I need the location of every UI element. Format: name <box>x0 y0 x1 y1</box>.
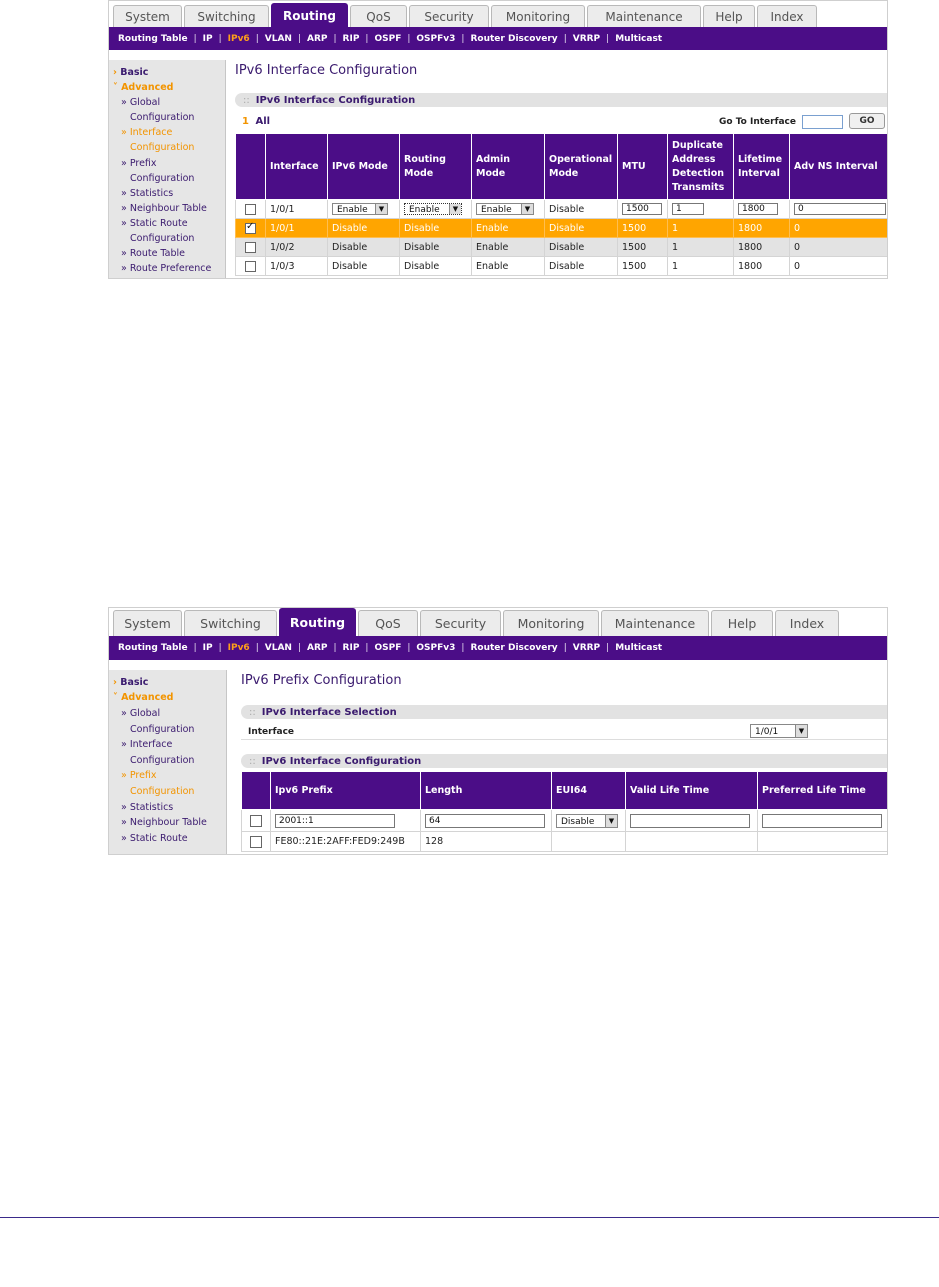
pagination <box>242 116 270 127</box>
sidebar-item-global[interactable]: » Global <box>121 708 161 719</box>
sidebar-advanced[interactable]: ˅ Advanced <box>113 82 174 93</box>
sidebar-item-interface[interactable]: » Interface <box>121 127 173 138</box>
col-ipv6-mode: IPv6 Mode <box>328 134 400 200</box>
sidebar-item-statistics[interactable]: » Statistics <box>121 802 174 813</box>
edit-operational: Disable <box>545 200 618 219</box>
cell-admin-mode: Enable <box>472 238 545 257</box>
subnav-vlan[interactable]: VLAN <box>264 643 292 653</box>
col-dad-transmits: Duplicate Address Detection Transmits <box>668 134 734 200</box>
cell-routing-mode: Disable <box>400 219 472 238</box>
edit-row-checkbox[interactable] <box>250 815 262 827</box>
subnav-router-discovery[interactable]: Router Discovery <box>470 643 558 653</box>
chevron-right-icon: › <box>113 677 117 688</box>
cell-preferred <box>758 832 889 852</box>
main-tabs <box>109 608 887 636</box>
sidebar-item-global[interactable]: » Global <box>121 97 161 108</box>
interface-table <box>235 133 888 276</box>
subnav-ipv6[interactable]: IPv6 <box>227 643 250 653</box>
footer-rule <box>0 1217 939 1218</box>
row-checkbox[interactable] <box>245 261 256 272</box>
adv-ns-input[interactable]: 0 <box>794 203 886 215</box>
cell-operational: Disable <box>545 219 618 238</box>
subnav-ip[interactable]: IP <box>202 643 213 653</box>
col-ipv6-prefix: Ipv6 Prefix <box>271 772 421 810</box>
tab-monitoring[interactable]: Monitoring <box>491 5 585 27</box>
page-number[interactable]: 1 <box>242 116 249 127</box>
table-row[interactable] <box>236 219 889 238</box>
tab-qos[interactable]: QoS <box>358 610 418 636</box>
tab-maintenance[interactable]: Maintenance <box>601 610 709 636</box>
edit-row-checkbox[interactable] <box>245 204 256 215</box>
row-checkbox[interactable] <box>245 223 256 234</box>
subnav-multicast[interactable]: Multicast <box>615 643 663 653</box>
cell-adv-ns: 0 <box>790 219 889 238</box>
subnav-vrrp[interactable]: VRRP <box>572 33 601 44</box>
dropdown-arrow-icon: ▼ <box>375 204 387 214</box>
cell-adv-ns: 0 <box>790 257 889 276</box>
eui64-select[interactable]: Disable ▼ <box>556 814 618 828</box>
page-title: IPv6 Prefix Configuration <box>241 673 402 688</box>
subnav-ospfv3[interactable]: OSPFv3 <box>416 33 456 44</box>
tab-index[interactable]: Index <box>757 5 817 27</box>
cell-length: 128 <box>421 832 552 852</box>
prefix-table <box>241 771 888 852</box>
sidebar-item-interface[interactable]: » Interface <box>121 739 173 750</box>
table-row[interactable] <box>236 238 889 257</box>
sidebar-item-interface-cont[interactable]: Configuration <box>130 142 195 153</box>
sidebar-item-global-cont[interactable]: Configuration <box>130 112 195 123</box>
subnav-rip[interactable]: RIP <box>342 33 360 44</box>
chevron-down-icon: ˅ <box>113 692 118 703</box>
sidebar <box>109 60 226 278</box>
select-header <box>242 772 271 810</box>
dropdown-arrow-icon: ▼ <box>605 815 617 827</box>
tab-index[interactable]: Index <box>775 610 839 636</box>
cell-mtu: 1500 <box>618 257 668 276</box>
cell-operational: Disable <box>545 257 618 276</box>
cell-mtu: 1500 <box>618 219 668 238</box>
sidebar-basic[interactable]: › Basic <box>113 677 149 688</box>
length-input[interactable]: 64 <box>425 814 545 828</box>
table-row[interactable] <box>236 257 889 276</box>
tab-maintenance[interactable]: Maintenance <box>587 5 701 27</box>
subnav-routing-table[interactable]: Routing Table <box>118 643 188 653</box>
routing-mode-select[interactable]: Enable ▼ <box>404 203 462 215</box>
tab-qos[interactable]: QoS <box>350 5 407 27</box>
col-valid-life-time: Valid Life Time <box>626 772 758 810</box>
sidebar <box>109 670 227 854</box>
chevron-right-icon: › <box>113 67 117 78</box>
table-header <box>236 134 889 200</box>
cell-valid <box>626 832 758 852</box>
cell-lifetime: 1800 <box>734 238 790 257</box>
subnav-vlan[interactable]: VLAN <box>264 33 292 44</box>
col-routing-mode: Routing Mode <box>400 134 472 200</box>
screenshot-ipv6-prefix-configuration <box>108 607 888 855</box>
sidebar-item-neighbour-table[interactable]: » Neighbour Table <box>121 817 207 828</box>
lifetime-input[interactable]: 1800 <box>738 203 778 215</box>
table-row[interactable] <box>242 832 889 852</box>
dropdown-arrow-icon: ▼ <box>449 204 461 214</box>
col-lifetime-interval: Lifetime Interval <box>734 134 790 200</box>
cell-interface: 1/0/3 <box>266 257 328 276</box>
edit-interface: 1/0/1 <box>266 200 328 219</box>
preferred-life-input[interactable] <box>762 814 882 828</box>
tab-system[interactable]: System <box>113 610 182 636</box>
mtu-input[interactable]: 1500 <box>622 203 662 215</box>
dad-input[interactable]: 1 <box>672 203 704 215</box>
cell-dad: 1 <box>668 257 734 276</box>
subnav-ospf[interactable]: OSPF <box>374 643 402 653</box>
page-title: IPv6 Interface Configuration <box>235 63 418 78</box>
cell-operational: Disable <box>545 238 618 257</box>
cell-lifetime: 1800 <box>734 219 790 238</box>
cell-eui64 <box>552 832 626 852</box>
subnav-ospfv3[interactable]: OSPFv3 <box>416 643 456 653</box>
tab-switching[interactable]: Switching <box>184 5 269 27</box>
subnav-arp[interactable]: ARP <box>307 33 328 44</box>
ipv6-mode-select[interactable]: Enable ▼ <box>332 203 388 215</box>
sidebar-item-static-route[interactable]: » Static Route <box>121 833 188 844</box>
cell-prefix: FE80::21E:2AFF:FED9:249B <box>271 832 421 852</box>
subnav-ip[interactable]: IP <box>202 33 213 44</box>
goto-interface-input[interactable] <box>802 115 843 129</box>
sidebar-basic[interactable]: › Basic <box>113 67 149 78</box>
col-admin-mode: Admin Mode <box>472 134 545 200</box>
sidebar-item-route-preference[interactable]: » Route Preference <box>121 263 212 274</box>
cell-interface: 1/0/1 <box>266 219 328 238</box>
sidebar-item-route-table[interactable]: » Route Table <box>121 248 185 259</box>
cell-admin-mode: Enable <box>472 257 545 276</box>
cell-admin-mode: Enable <box>472 219 545 238</box>
sidebar-item-neighbour-table[interactable]: » Neighbour Table <box>121 203 207 214</box>
sidebar-advanced[interactable]: ˅ Advanced <box>113 692 174 703</box>
interface-label: Interface <box>248 727 295 737</box>
prefix-input[interactable]: 2001::1 <box>275 814 395 828</box>
tab-routing[interactable]: Routing <box>279 608 356 636</box>
col-mtu: MTU <box>618 134 668 200</box>
cell-dad: 1 <box>668 219 734 238</box>
sidebar-item-static-route-cont[interactable]: Configuration <box>130 233 195 244</box>
subnav-rip[interactable]: RIP <box>342 643 360 653</box>
section-header: :: IPv6 Interface Configuration <box>235 93 887 107</box>
col-preferred-life-time: Preferred Life Time <box>758 772 889 810</box>
select-header <box>236 134 266 200</box>
tab-system[interactable]: System <box>113 5 182 27</box>
tab-switching[interactable]: Switching <box>184 610 277 636</box>
sub-navigation: Routing Table | IP | IPv6 | VLAN | ARP | RIP | OSPF | OSPFv3 | Router Discovery | VRRP | Multicast <box>109 27 887 50</box>
tab-help[interactable]: Help <box>703 5 755 27</box>
edit-row <box>242 810 889 832</box>
cell-routing-mode: Disable <box>400 257 472 276</box>
tab-help[interactable]: Help <box>711 610 773 636</box>
subnav-arp[interactable]: ARP <box>307 643 328 653</box>
subnav-router-discovery[interactable]: Router Discovery <box>470 33 558 44</box>
go-button[interactable]: GO <box>849 113 885 129</box>
subnav-ospf[interactable]: OSPF <box>374 33 402 44</box>
subnav-routing-table[interactable]: Routing Table <box>118 33 188 44</box>
sidebar-item-prefix-cont[interactable]: Configuration <box>130 786 195 797</box>
col-eui64: EUI64 <box>552 772 626 810</box>
cell-ipv6-mode: Disable <box>328 238 400 257</box>
sidebar-item-statistics[interactable]: » Statistics <box>121 188 174 199</box>
tab-security[interactable]: Security <box>409 5 489 27</box>
table-header <box>242 772 889 810</box>
sub-navigation: Routing Table | IP | IPv6 | VLAN | ARP | RIP | OSPF | OSPFv3 | Router Discovery | VRRP | Multicast <box>109 636 887 660</box>
tab-security[interactable]: Security <box>420 610 501 636</box>
chevron-down-icon: ˅ <box>113 82 118 93</box>
cell-ipv6-mode: Disable <box>328 257 400 276</box>
col-adv-ns-interval: Adv NS Interval <box>790 134 889 200</box>
subnav-ipv6[interactable]: IPv6 <box>227 33 250 44</box>
cell-lifetime: 1800 <box>734 257 790 276</box>
dropdown-arrow-icon: ▼ <box>521 204 533 214</box>
dropdown-arrow-icon: ▼ <box>795 725 807 737</box>
cell-interface: 1/0/2 <box>266 238 328 257</box>
valid-life-input[interactable] <box>630 814 750 828</box>
sidebar-item-prefix[interactable]: » Prefix <box>121 770 157 781</box>
all-link[interactable]: All <box>255 116 271 127</box>
cell-routing-mode: Disable <box>400 238 472 257</box>
subnav-vrrp[interactable]: VRRP <box>572 643 601 653</box>
tab-routing[interactable]: Routing <box>271 3 348 27</box>
sidebar-item-global-cont[interactable]: Configuration <box>130 724 195 735</box>
sidebar-item-interface-cont[interactable]: Configuration <box>130 755 195 766</box>
admin-mode-select[interactable]: Enable ▼ <box>476 203 534 215</box>
col-length: Length <box>421 772 552 810</box>
row-checkbox[interactable] <box>250 836 262 848</box>
goto-interface-label: Go To Interface <box>719 117 796 127</box>
cell-dad: 1 <box>668 238 734 257</box>
main-tabs <box>109 1 887 27</box>
sidebar-item-prefix-cont[interactable]: Configuration <box>130 173 195 184</box>
col-interface: Interface <box>266 134 328 200</box>
config-section-header: :: IPv6 Interface Configuration <box>241 754 887 768</box>
col-operational-mode: Operational Mode <box>545 134 618 200</box>
selection-section-header: :: IPv6 Interface Selection <box>241 705 887 719</box>
sidebar-item-prefix[interactable]: » Prefix <box>121 158 157 169</box>
cell-ipv6-mode: Disable <box>328 219 400 238</box>
cell-adv-ns: 0 <box>790 238 889 257</box>
tab-monitoring[interactable]: Monitoring <box>503 610 599 636</box>
edit-row <box>236 200 889 219</box>
screenshot-ipv6-interface-configuration <box>108 0 888 279</box>
sidebar-item-static-route[interactable]: » Static Route <box>121 218 188 229</box>
divider <box>241 739 887 740</box>
interface-select[interactable]: 1/0/1 ▼ <box>750 724 808 738</box>
cell-mtu: 1500 <box>618 238 668 257</box>
row-checkbox[interactable] <box>245 242 256 253</box>
subnav-multicast[interactable]: Multicast <box>615 33 663 44</box>
